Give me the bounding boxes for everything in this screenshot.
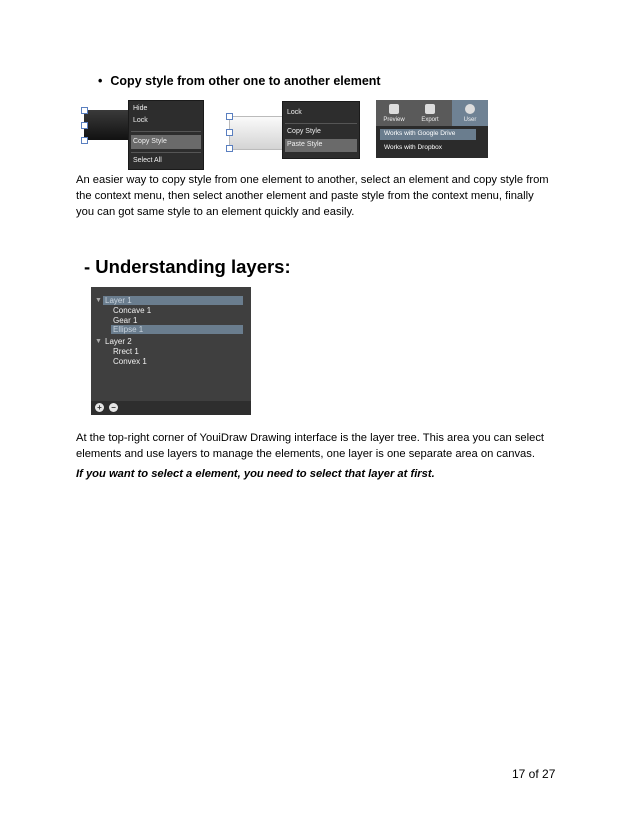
paragraph-layers [76, 430, 576, 462]
note-text: If you want to select a element, you need to select that layer at first. [76, 468, 435, 480]
menu-item-dropbox[interactable]: Works with Dropbox [384, 144, 443, 151]
user-menu-screenshot [376, 100, 488, 158]
menu-divider [131, 152, 201, 153]
resize-handle [226, 129, 233, 136]
preview-label: Preview [383, 117, 405, 123]
expand-triangle-icon[interactable]: ▼ [95, 338, 102, 345]
export-label: Export [421, 117, 439, 123]
paragraph-line: At the top-right corner of YouiDraw Drawing interface is the layer tree. This area you can select [76, 432, 545, 444]
paragraph-copy-style [76, 172, 576, 220]
target-element [229, 116, 287, 150]
layer-tree-screenshot [91, 287, 251, 415]
layer-item[interactable]: Convex 1 [113, 357, 147, 366]
page-number: 17 of 27 [512, 767, 556, 781]
menu-divider [285, 123, 357, 124]
menu-item-google-drive[interactable]: Works with Google Drive [384, 130, 456, 137]
preview-button[interactable] [376, 100, 412, 126]
context-menu [128, 100, 204, 170]
resize-handle [81, 137, 88, 144]
bullet-heading [98, 74, 381, 88]
paragraph-line: elements and use layers to manage the elements, one layer is one separate area on canvas. [76, 448, 535, 460]
bullet-dot: • [98, 74, 103, 88]
section-heading: - Understanding layers: [84, 256, 291, 277]
paragraph-line: the context menu, then select another element and paste style from the context menu, finally [76, 190, 534, 202]
bullet-text: Copy style from other one to another element [110, 74, 381, 88]
context-menu [282, 101, 360, 159]
expand-triangle-icon[interactable]: ▼ [95, 297, 102, 304]
layer-item[interactable]: Ellipse 1 [113, 325, 144, 334]
resize-handle [81, 122, 88, 129]
selected-element [84, 110, 128, 140]
layer-1[interactable]: Layer 1 [105, 296, 132, 305]
menu-item-hide[interactable]: Hide [133, 105, 148, 112]
menu-item-copy-style[interactable]: Copy Style [287, 128, 321, 135]
resize-handle [81, 107, 88, 114]
menu-item-paste-style[interactable]: Paste Style [287, 141, 323, 148]
layer-item[interactable]: Rrect 1 [113, 347, 139, 356]
toolbar [376, 100, 488, 126]
export-icon [425, 104, 435, 114]
layer-item[interactable]: Concave 1 [113, 306, 152, 315]
user-button[interactable] [452, 100, 488, 126]
layer-item[interactable]: Gear 1 [113, 316, 138, 325]
paragraph-line: An easier way to copy style from one element to another, select an element and copy style from [76, 174, 549, 186]
user-label: User [463, 117, 477, 123]
preview-icon [389, 104, 399, 114]
resize-handle [226, 113, 233, 120]
menu-item-lock[interactable]: Lock [287, 109, 302, 116]
menu-item-select-all[interactable]: Select All [133, 157, 162, 164]
user-icon [465, 104, 475, 114]
paste-style-screenshot [226, 101, 358, 157]
paragraph-line: you can got same style to an element quickly and easily. [76, 206, 355, 218]
minus-circle-icon[interactable]: − [109, 403, 118, 412]
menu-divider [131, 131, 201, 132]
layer-2[interactable]: Layer 2 [105, 337, 132, 346]
plus-circle-icon[interactable]: + [95, 403, 104, 412]
menu-item-copy-style[interactable]: Copy Style [133, 138, 167, 145]
menu-item-lock[interactable]: Lock [133, 117, 148, 124]
resize-handle [226, 145, 233, 152]
export-button[interactable] [412, 100, 448, 126]
copy-style-screenshot [84, 100, 202, 168]
